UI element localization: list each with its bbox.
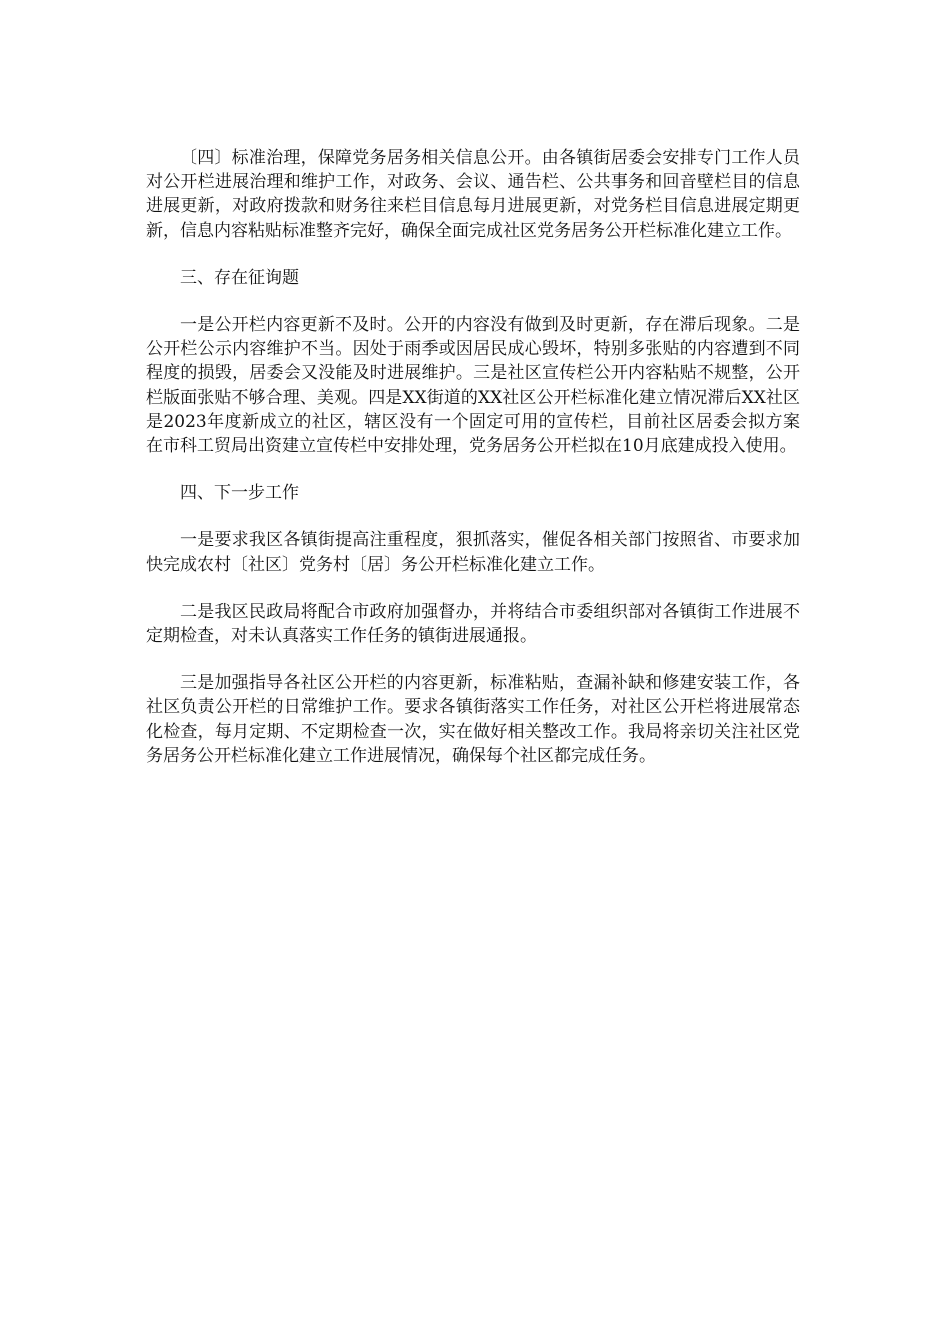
paragraph-next-step-2: 二是我区民政局将配合市政府加强督办，并将结合市委组织部对各镇街工作进展不定期检查，对未认真落实工作任务的镇街进展通报。 (146, 601, 800, 647)
paragraph-next-step-3: 三是加强指导各社区公开栏的内容更新，标准粘贴，查漏补缺和修建安装工作，各社区负责公开栏的日常维护工作。要求各镇街落实工作任务，对社区公开栏将进展常态化检查，每月定期、不定期检查一次，实在做好相关整改工作。我局将亲切关注社区党务居务公开栏标准化建立工作进展情况，确保每个社区都完成任务。 (146, 673, 800, 766)
document-body (146, 146, 800, 791)
paragraph-issues-list: 一是公开栏内容更新不及时。公开的内容没有做到及时更新，存在滞后现象。二是公开栏公示内容维护不当。因处于雨季或因居民成心毁坏，特别多张贴的内容遭到不同程度的损毁，居委会又没能及时进展维护。三是社区宣传栏公开内容粘贴不规整，公开栏版面张贴不够合理、美观。四是XX街道的XX社区公开栏标准化建立情况滞后XX社区是2023年度新成立的社区，辖区没有一个固定可用的宣传栏，目前社区居委会拟方案在市科工贸局出资建立宣传栏中安排处理，党务居务公开栏拟在10月底建成投入使用。 (146, 315, 800, 457)
paragraph-standard-management: 〔四〕标准治理，保障党务居务相关信息公开。由各镇街居委会安排专门工作人员对公开栏进展治理和维护工作，对政务、会议、通告栏、公共事务和回音壁栏目的信息进展更新，对政府拨款和财务往来栏目信息每月进展更新，对党务栏目信息进展定期更新，信息内容粘贴标准整齐完好，确保全面完成社区党务居务公开栏标准化建立工作。 (146, 148, 800, 241)
section-heading-existing-issues: 三、存在征询题 (180, 267, 299, 288)
section-heading-next-steps: 四、下一步工作 (180, 483, 299, 504)
paragraph-next-step-1: 一是要求我区各镇街提高注重程度，狠抓落实，催促各相关部门按照省、市要求加快完成农村〔社区〕党务村〔居〕务公开栏标准化建立工作。 (146, 530, 800, 575)
